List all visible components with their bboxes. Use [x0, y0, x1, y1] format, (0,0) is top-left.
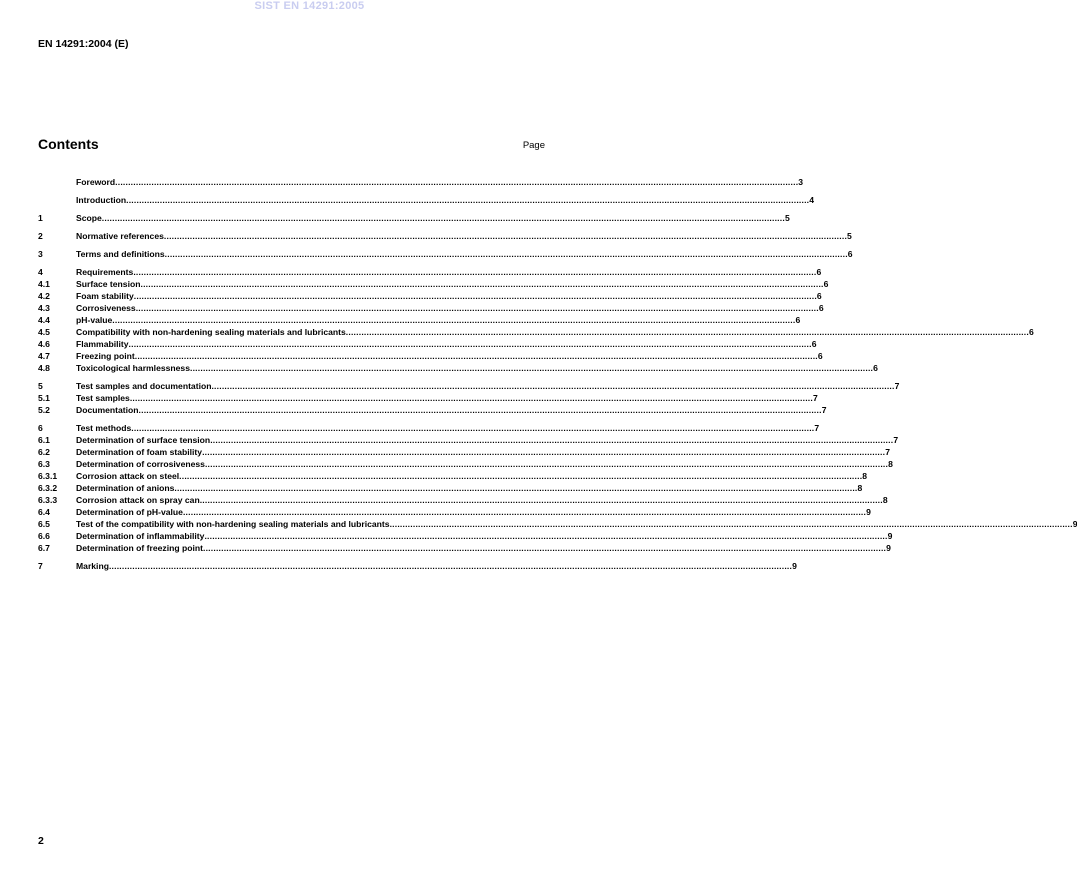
toc-entry[interactable]: [38, 458, 893, 470]
toc-page: 7: [893, 435, 899, 445]
dot-leader: [165, 248, 848, 260]
toc-page: 6: [795, 315, 801, 325]
toc-title: Test samples: [76, 393, 130, 403]
toc-entry[interactable]: [38, 176, 804, 188]
toc-title: Determination of pH-value: [76, 507, 183, 517]
toc-title: Determination of foam stability: [76, 447, 203, 457]
dot-leader: [211, 380, 894, 392]
toc-title: Determination of surface tension: [76, 435, 211, 445]
toc-number: 6.1: [38, 435, 50, 445]
toc-entry[interactable]: [38, 326, 1034, 338]
toc-page: 9: [887, 531, 893, 541]
toc-number: 2: [38, 231, 43, 241]
toc-entry[interactable]: [38, 362, 878, 374]
toc-number: 4.2: [38, 291, 50, 301]
toc-title: Foam stability: [76, 291, 134, 301]
toc-page: 3: [798, 177, 804, 187]
toc-title: Compatibility with non-hardening sealing materials and lubricants: [76, 327, 346, 337]
toc-page: 6: [811, 339, 817, 349]
toc-entry[interactable]: [38, 494, 888, 506]
toc-entry[interactable]: [38, 302, 824, 314]
toc-page: 6: [1028, 327, 1034, 337]
toc-entry[interactable]: [38, 446, 890, 458]
contents-title: Contents: [38, 136, 99, 152]
toc-page: 5: [847, 231, 852, 241]
toc-title: Corrosion attack on steel: [76, 471, 180, 481]
toc-number: 6.3.2: [38, 483, 58, 493]
dot-leader: [130, 392, 813, 404]
toc-title: Corrosion attack on spray can: [76, 495, 200, 505]
toc-entry[interactable]: [38, 194, 815, 206]
dot-leader: [112, 314, 795, 326]
dot-leader: [204, 530, 887, 542]
toc-number: 4: [38, 267, 43, 277]
dot-leader: [390, 518, 1073, 530]
dot-leader: [183, 506, 866, 518]
toc-entry[interactable]: [38, 518, 1077, 530]
toc-title: Requirements: [76, 267, 134, 277]
toc-page: 6: [823, 279, 829, 289]
toc-page: 6: [816, 267, 822, 277]
toc-title: Toxicological harmlessness: [76, 363, 190, 373]
toc-page: 8: [857, 483, 863, 493]
toc-entry[interactable]: [38, 434, 899, 446]
dot-leader: [102, 212, 785, 224]
toc-entry[interactable]: [38, 350, 823, 362]
toc-title: Foreword: [76, 177, 116, 187]
toc-entry[interactable]: [38, 422, 820, 434]
dot-leader: [126, 194, 809, 206]
toc-number: 6.3: [38, 459, 50, 469]
toc-number: 6.4: [38, 507, 50, 517]
toc-page: 8: [882, 495, 888, 505]
toc-number: 6.7: [38, 543, 50, 553]
toc-number: 4.4: [38, 315, 50, 325]
toc-entry[interactable]: [38, 278, 829, 290]
toc-entry[interactable]: [38, 482, 863, 494]
dot-leader: [115, 176, 798, 188]
dot-leader: [210, 434, 893, 446]
toc-number: 4.7: [38, 351, 50, 361]
toc-entry[interactable]: [38, 314, 801, 326]
toc-title: pH-value: [76, 315, 113, 325]
dot-leader: [133, 266, 816, 278]
toc-page: 6: [817, 351, 823, 361]
toc-title: Surface tension: [76, 279, 141, 289]
toc-title: Determination of anions: [76, 483, 175, 493]
toc-number: 1: [38, 213, 43, 223]
toc-number: 6.5: [38, 519, 50, 529]
dot-leader: [203, 542, 886, 554]
toc-entry[interactable]: [38, 248, 853, 260]
toc-entry[interactable]: [38, 290, 822, 302]
toc-title: Introduction: [76, 195, 127, 205]
toc-entry[interactable]: [38, 212, 790, 224]
toc-title: Flammability: [76, 339, 129, 349]
toc-title: Test samples and documentation: [76, 381, 212, 391]
toc-number: 6: [38, 423, 43, 433]
dot-leader: [174, 482, 857, 494]
toc-number: 4.5: [38, 327, 50, 337]
toc-title: Determination of freezing point: [76, 543, 203, 553]
toc-entry[interactable]: [38, 530, 893, 542]
toc-number: 4.8: [38, 363, 50, 373]
toc-page: 8: [888, 459, 893, 469]
toc-number: 6.6: [38, 531, 50, 541]
table-of-contents: [38, 176, 1077, 572]
toc-page: 9: [792, 561, 797, 571]
toc-title: Documentation: [76, 405, 139, 415]
dot-leader: [200, 494, 883, 506]
toc-title: Test of the compatibility with non-hardening sealing materials and lubricants: [76, 519, 390, 529]
toc-page: 9: [886, 543, 891, 553]
toc-title: Determination of corrosiveness: [76, 459, 205, 469]
toc-title: Corrosiveness: [76, 303, 136, 313]
toc-page: 6: [816, 291, 822, 301]
toc-title: Normative references: [76, 231, 164, 241]
toc-page: 6: [818, 303, 824, 313]
toc-title: Determination of inflammability: [76, 531, 205, 541]
watermark: SIST EN 14291:2005: [254, 0, 365, 12]
toc-page: 5: [784, 213, 790, 223]
page-column-label: Page: [522, 140, 545, 151]
dot-leader: [129, 338, 812, 350]
toc-number: 5.1: [38, 393, 50, 403]
dot-leader: [134, 290, 817, 302]
toc-number: 4.1: [38, 279, 50, 289]
toc-title: Freezing point: [76, 351, 135, 361]
toc-number: 6.3.3: [38, 495, 58, 505]
toc-title: Test methods: [76, 423, 132, 433]
toc-entry[interactable]: [38, 380, 900, 392]
toc-entry[interactable]: [38, 338, 817, 350]
dot-leader: [179, 470, 862, 482]
dot-leader: [139, 404, 822, 416]
dot-leader: [135, 350, 818, 362]
toc-entry[interactable]: [38, 560, 797, 572]
dot-leader: [164, 230, 847, 242]
toc-number: 6.2: [38, 447, 50, 457]
toc-entry[interactable]: [38, 266, 822, 278]
toc-page: 9: [866, 507, 871, 517]
toc-number: 3: [38, 249, 43, 259]
toc-entry[interactable]: [38, 392, 818, 404]
dot-leader: [109, 560, 792, 572]
dot-leader: [205, 458, 888, 470]
document-id: EN 14291:2004 (E): [38, 38, 129, 50]
toc-page: 6: [873, 363, 878, 373]
toc-number: 6.3.1: [38, 471, 58, 481]
toc-page: 4: [809, 195, 815, 205]
toc-number: 4.3: [38, 303, 50, 313]
toc-page: 8: [862, 471, 868, 481]
toc-number: 5: [38, 381, 43, 391]
dot-leader: [202, 446, 885, 458]
toc-entry[interactable]: [38, 470, 868, 482]
toc-number: 4.6: [38, 339, 50, 349]
toc-page: 7: [885, 447, 890, 457]
dot-leader: [140, 278, 823, 290]
dot-leader: [346, 326, 1029, 338]
toc-title: Terms and definitions: [76, 249, 165, 259]
dot-leader: [131, 422, 814, 434]
dot-leader: [190, 362, 873, 374]
toc-title: Scope: [76, 213, 102, 223]
toc-page: 7: [894, 381, 900, 391]
toc-page: 7: [821, 405, 827, 415]
toc-number: 7: [38, 561, 43, 571]
toc-page: 7: [812, 393, 818, 403]
toc-page: 9: [1072, 519, 1077, 529]
toc-title: Marking: [76, 561, 109, 571]
toc-entry[interactable]: [38, 404, 827, 416]
toc-entry[interactable]: [38, 506, 871, 518]
dot-leader: [136, 302, 819, 314]
toc-page: 6: [847, 249, 853, 259]
toc-page: 7: [814, 423, 820, 433]
toc-number: 5.2: [38, 405, 50, 415]
page-number: 2: [38, 835, 44, 847]
toc-entry[interactable]: [38, 542, 891, 554]
toc-entry[interactable]: [38, 230, 852, 242]
